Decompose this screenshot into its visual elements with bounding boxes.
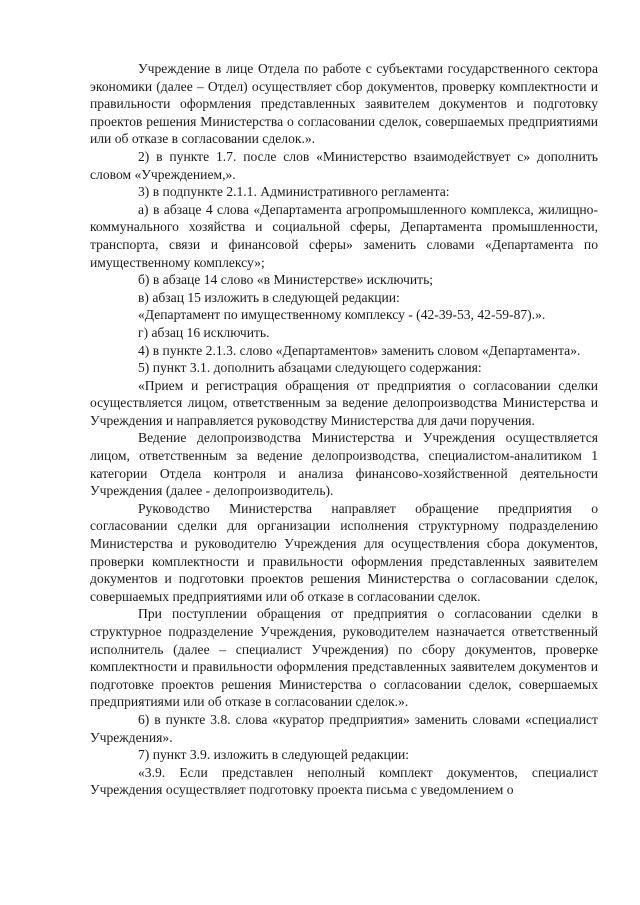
paragraph-14: При поступлении обращения от предприятия о согласовании сделки в структурное подразделение Учреждения, руководителем назначается ответственный исполнитель (далее – специалист Учреждения) по сбору документов, проверке комплектности и правильности оформления представленных заявителем документов и подготовке проектов решения Министерства о согласовании сделок, совершаемых предприятиями или об отказе в согласовании сделок.». xyxy=(90,606,598,710)
paragraph-2: 2) в пункте 1.7. после слов «Министерство взаимодействует с» дополнить словом «Учреждением,». xyxy=(90,148,598,182)
paragraph-16: 7) пункт 3.9. изложить в следующей редакции: xyxy=(138,747,410,763)
paragraph-3: 3) в подпункте 2.1.1. Административного регламента: xyxy=(138,184,450,200)
paragraph-15: 6) в пункте 3.8. слова «куратор предприятия» заменить словами «специалист Учреждения». xyxy=(90,711,598,745)
paragraph-8: г) абзац 16 исключить. xyxy=(138,324,270,340)
paragraph-5: б) в абзаце 14 слово «в Министерстве» исключить; xyxy=(138,272,434,288)
paragraph-7: «Департамент по имущественному комплексу - (42-39-53, 42-59-87).». xyxy=(138,307,546,323)
paragraph-17: «3.9. Если представлен неполный комплект документов, специалист Учреждения осуществляет подготовку проекта письма с уведомлением о xyxy=(90,764,598,798)
paragraph-4: а) в абзаце 4 слова «Департамента агропромышленного комплекса, жилищно-коммунального хозяйства и социальной сферы, Департамента промышленности, транспорта, связи и финансовой сферы» заменить словами «Департамента по имущественному комплексу»; xyxy=(90,201,598,270)
paragraph-13: Руководство Министерства направляет обращение предприятия о согласовании сделки для организации исполнения структурному подразделению Министерства и руководителю Учреждения для осуществления сбора документов, проверки комплектности и правильности оформления представленных заявителем документов и подготовки проектов решения Министерства о согласовании сделок, совершаемых предприятиями или об отказе в согласовании сделок. xyxy=(90,500,598,604)
paragraph-6: в) абзац 15 изложить в следующей редакции: xyxy=(138,289,400,305)
paragraph-9: 4) в пункте 2.1.3. слово «Департаментов» заменить словом «Департамента». xyxy=(138,342,581,358)
paragraph-12: Ведение делопроизводства Министерства и Учреждения осуществляется лицом, ответственным за ведение делопроизводства, специалистом-аналитиком 1 категории Отдела контроля и анализа финансово-хозяйственной деятельности Учреждения (далее - делопроизводитель). xyxy=(90,430,598,499)
document-page xyxy=(90,60,598,799)
paragraph-11: «Прием и регистрация обращения от предприятия о согласовании сделки осуществляется лицом, ответственным за ведение делопроизводства Министерства и Учреждения и направляется руководству Министерства для дачи поручения. xyxy=(90,377,598,428)
paragraph-10: 5) пункт 3.1. дополнить абзацами следующего содержания: xyxy=(138,360,482,376)
paragraph-1: Учреждение в лице Отдела по работе с субъектами государственного сектора экономики (далее – Отдел) осуществляет сбор документов, проверку комплектности и правильности оформления представленных заявителем документов и подготовку проектов решения Министерства о согласовании сделок, совершаемых предприятиями или об отказе в согласовании сделок.». xyxy=(90,61,598,147)
